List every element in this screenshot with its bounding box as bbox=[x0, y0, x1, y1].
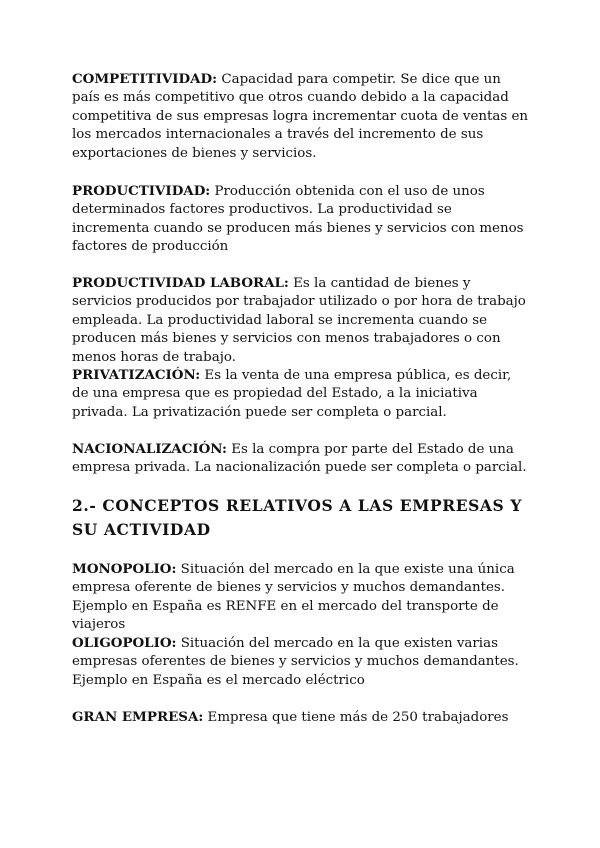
definition-nacionalizacion bbox=[72, 440, 532, 478]
definition-text: Es la compra por parte del Estado de una empresa privada. La nacionalización puede ser completa o parcial. bbox=[72, 442, 527, 476]
term-label: OLIGOPOLIO: bbox=[72, 635, 177, 651]
definition-monopolio bbox=[72, 560, 532, 635]
definition-text: Capacidad para competir. Se dice que un país es más competitivo que otros cuando debido a la capacidad competitiva de sus empresas logra incrementar cuota de ventas en los mercados internacionales a través del incremento de sus exportaciones de bienes y servicios. bbox=[72, 72, 529, 161]
term-label: PRIVATIZACIÓN: bbox=[72, 367, 201, 383]
definition-text: Es la venta de una empresa pública, es decir, de una empresa que es propiedad del Estado, a la iniciativa privada. La privatización puede ser completa o parcial. bbox=[72, 368, 512, 420]
term-label: NACIONALIZACIÓN: bbox=[72, 441, 227, 457]
definition-text: Situación del mercado en la que existe una única empresa oferente de bienes y servicios y muchos demandantes. Ejemplo en España es RENFE en el mercado del transporte de viajeros bbox=[72, 562, 515, 633]
definition-productividad bbox=[72, 182, 532, 257]
definition-text: Empresa que tiene más de 250 trabajadores bbox=[203, 710, 509, 725]
definition-text: Producción obtenida con el uso de unos determinados factores productivos. La productividad se incrementa cuando se producen más bienes y servicios con menos factores de producción bbox=[72, 184, 524, 255]
definition-productividad-laboral bbox=[72, 274, 532, 367]
definition-competitividad bbox=[72, 70, 532, 163]
term-label: GRAN EMPRESA: bbox=[72, 709, 204, 725]
definition-text: Situación del mercado en la que existen varias empresas oferentes de bienes y servicios y muchos demandantes. Ejemplo en España es el mercado eléctrico bbox=[72, 636, 519, 688]
term-label: MONOPOLIO: bbox=[72, 561, 177, 577]
term-label: PRODUCTIVIDAD: bbox=[72, 183, 211, 199]
section-heading: 2.- CONCEPTOS RELATIVOS A LAS EMPRESAS Y SU ACTIVIDAD bbox=[72, 496, 522, 539]
term-label: PRODUCTIVIDAD LABORAL: bbox=[72, 275, 289, 291]
definition-gran-empresa bbox=[72, 708, 532, 727]
definition-text: Es la cantidad de bienes y servicios producidos por trabajador utilizado o por hora de trabajo empleada. La productividad laboral se incrementa cuando se producen más bienes y servicios con menos trabajadores o con menos horas de trabajo. bbox=[72, 276, 526, 365]
term-label: COMPETITIVIDAD: bbox=[72, 71, 218, 87]
definition-privatizacion bbox=[72, 366, 532, 422]
definition-oligopolio bbox=[72, 634, 532, 690]
